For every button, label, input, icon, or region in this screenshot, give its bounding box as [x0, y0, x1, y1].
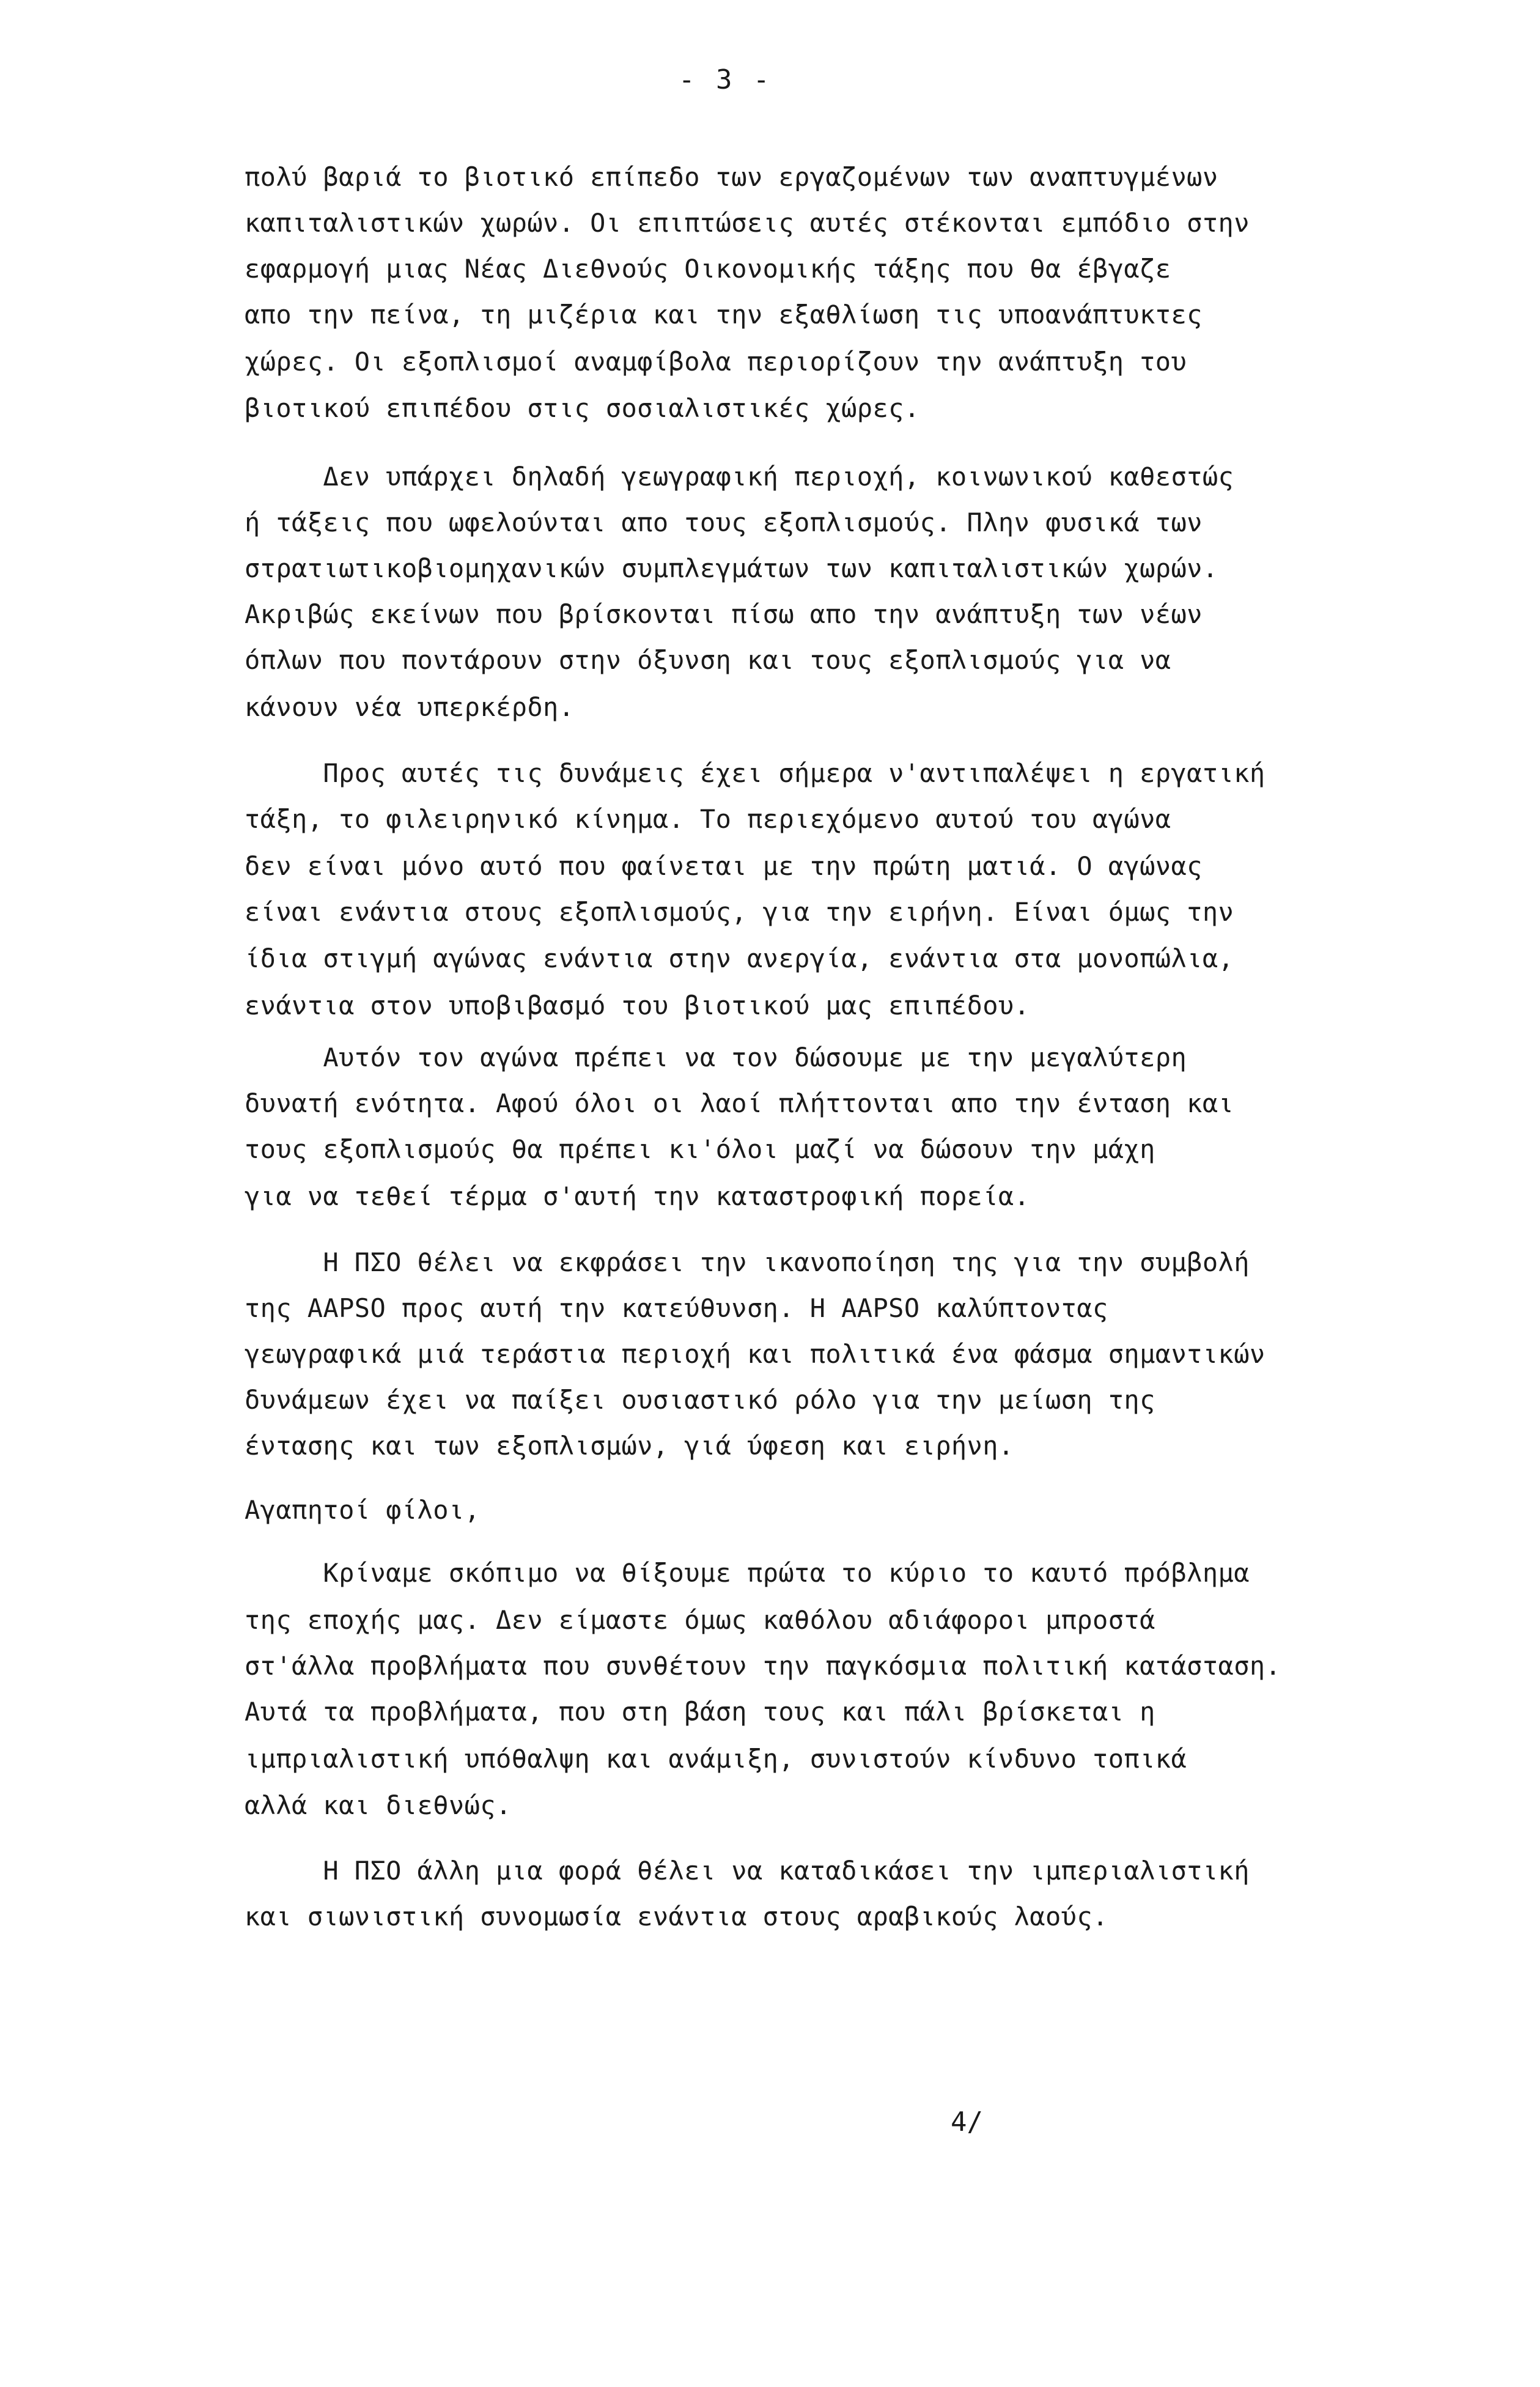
text-line: δεν είναι μόνο αυτό που φαίνεται με την πρώτη ματιά. Ο αγώνας: [245, 851, 1203, 881]
text-line: Ακριβώς εκείνων που βρίσκονται πίσω απο την ανάπτυξη των νέων: [245, 599, 1203, 629]
text-line: όπλων που ποντάρουν στην όξυνση και τους εξοπλισμούς για να: [245, 645, 1171, 675]
text-line: ιμπριαλιστική υπόθαλψη και ανάμιξη, συνιστούν κίνδυνο τοπικά: [245, 1744, 1187, 1774]
text-line: αλλά και διεθνώς.: [245, 1790, 512, 1820]
text-line: της AAPSO προς αυτή την κατεύθυνση. Η AAPSO καλύπτοντας: [245, 1293, 1108, 1323]
text-line: ή τάξεις που ωφελούνται απο τους εξοπλισμούς. Πλην φυσικά των: [245, 507, 1203, 537]
text-line: δυνατή ενότητα. Αφού όλοι οι λαοί πλήττονται απο την ένταση και: [245, 1088, 1234, 1118]
continuation-marker: 4/: [951, 2106, 983, 2138]
text-line: έντασης και των εξοπλισμών, γιά ύφεση και ειρήνη.: [245, 1431, 1014, 1461]
text-line: Η ΠΣΟ άλλη μια φορά θέλει να καταδικάσει την ιμπεριαλιστική: [245, 1856, 1250, 1886]
text-line: Δεν υπάρχει δηλαδή γεωγραφική περιοχή, κοινωνικού καθεστώς: [245, 462, 1234, 492]
text-line: Αυτά τα προβλήματα, που στη βάση τους και πάλι βρίσκεται η: [245, 1697, 1155, 1727]
text-line: καπιταλιστικών χωρών. Οι επιπτώσεις αυτές στέκονται εμπόδιο στην: [245, 208, 1250, 238]
text-line: τους εξοπλισμούς θα πρέπει κι'όλοι μαζί να δώσουν την μάχη: [245, 1134, 1155, 1164]
text-line: βιοτικού επιπέδου στις σοσιαλιστικές χώρες.: [245, 393, 920, 423]
text-line: στ'άλλα προβλήματα που συνθέτουν την παγκόσμια πολιτική κατάσταση.: [245, 1651, 1281, 1681]
text-line: της εποχής μας. Δεν είμαστε όμως καθόλου αδιάφοροι μπροστά: [245, 1605, 1155, 1635]
page-number: - 3 -: [679, 64, 772, 95]
text-line: Προς αυτές τις δυνάμεις έχει σήμερα ν'αντιπαλέψει η εργατική: [245, 758, 1266, 788]
salutation: Αγαπητοί φίλοι,: [245, 1495, 481, 1525]
text-line: τάξη, το φιλειρηνικό κίνημα. Το περιεχόμενο αυτού του αγώνα: [245, 804, 1171, 834]
text-line: εφαρμογή μιας Νέας Διεθνούς Οικονομικής τάξης που θα έβγαζε: [245, 254, 1171, 284]
text-line: Κρίναμε σκόπιμο να θίξουμε πρώτα το κύριο το καυτό πρόβλημα: [245, 1558, 1250, 1588]
text-line: ενάντια στον υποβιβασμό του βιοτικού μας επιπέδου.: [245, 991, 1030, 1020]
text-line: κάνουν νέα υπερκέρδη.: [245, 692, 575, 722]
text-line: δυνάμεων έχει να παίξει ουσιαστικό ρόλο για την μείωση της: [245, 1385, 1155, 1415]
text-line: και σιωνιστική συνομωσία ενάντια στους αραβικούς λαούς.: [245, 1902, 1108, 1931]
text-line: Αυτόν τον αγώνα πρέπει να τον δώσουμε με την μεγαλύτερη: [245, 1042, 1187, 1072]
text-line: είναι ενάντια στους εξοπλισμούς, για την ειρήνη. Είναι όμως την: [245, 897, 1234, 927]
text-line: πολύ βαριά το βιοτικό επίπεδο των εργαζομένων των αναπτυγμένων: [245, 162, 1218, 192]
text-line: στρατιωτικοβιομηχανικών συμπλεγμάτων των καπιταλιστικών χωρών.: [245, 553, 1218, 583]
text-line: απο την πείνα, τη μιζέρια και την εξαθλίωση τις υποανάπτυκτες: [245, 300, 1203, 330]
text-line: ίδια στιγμή αγώνας ενάντια στην ανεργία, ενάντια στα μονοπώλια,: [245, 943, 1234, 973]
text-line: γεωγραφικά μιά τεράστια περιοχή και πολιτικά ένα φάσμα σημαντικών: [245, 1339, 1266, 1369]
text-line: για να τεθεί τέρμα σ'αυτή την καταστροφική πορεία.: [245, 1181, 1030, 1211]
text-line: χώρες. Οι εξοπλισμοί αναμφίβολα περιορίζουν την ανάπτυξη του: [245, 347, 1187, 377]
text-line: Η ΠΣΟ θέλει να εκφράσει την ικανοποίηση της για την συμβολή: [245, 1247, 1250, 1277]
